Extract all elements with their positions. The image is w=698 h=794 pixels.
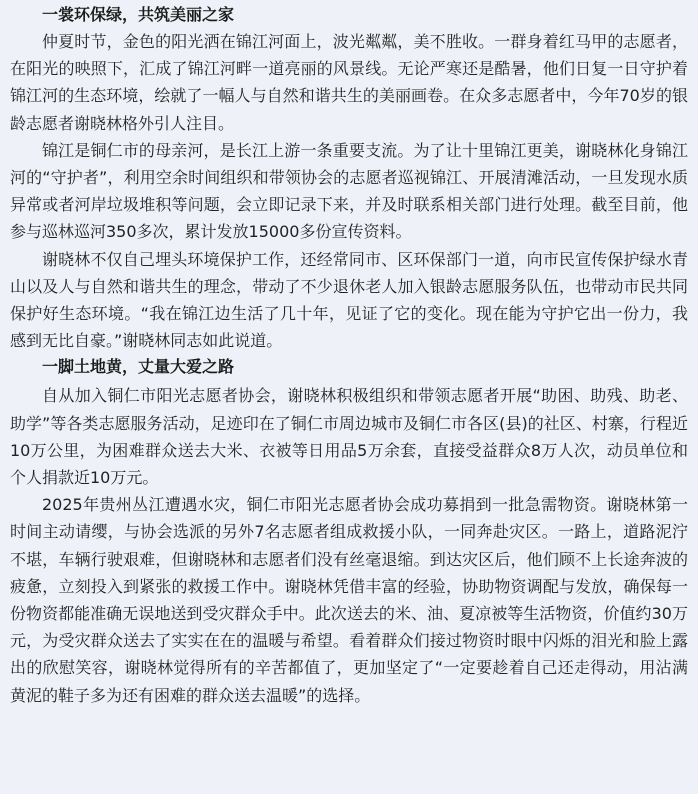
paragraph-5-flood-relief: 2025年贵州丛江遭遇水灾，铜仁市阳光志愿者协会成功募捐到一批急需物资。谢晓林第一时间主动请缨，与协会选派的另外7名志愿者组成救援小队，一同奔赴灾区。一路上，道路泥泞不堪，车辆行驶艰难，但谢晓林和志愿者们没有丝毫退缩。到达灾区后，他们顾不上长途奔波的疲惫，立刻投入到紧张的救援工作中。谢晓林凭借丰富的经验，协助物资调配与发放，确保每一份物资都能准确无误地送到受灾群众手中。此次送去的米、油、夏凉被等生活物资，价值约30万元，为受灾群众送去了实实在在的温暖与希望。看着群众们接过物资时眼中闪烁的泪光和脸上露出的欣慰笑容，谢晓林觉得所有的辛苦都值了，更加坚定了“一定要趁着自己还走得动，用沾满黄泥的鞋子多为还有困难的群众送去温暖”的选择。 — [10, 495, 688, 705]
paragraph-1-summer-volunteers: 仲夏时节，金色的阳光洒在锦江河面上，波光粼粼，美不胜收。一群身着红马甲的志愿者，在阳光的映照下，汇成了锦江河畔一道亮丽的风景线。无论严寒还是酷暑，他们日复一日守护着锦江河的生态环境，绘就了一幅人与自然和谐共生的美丽画卷。在众多志愿者中，今年70岁的银龄志愿者谢晓林格外引人注目。 — [10, 32, 688, 133]
paragraph-2-jinjiang-guardian: 锦江是铜仁市的母亲河，是长江上游一条重要支流。为了让十里锦江更美，谢晓林化身锦江河的“守护者”，利用空余时间组织和带领协会的志愿者巡视锦江、开展清滩活动，一旦发现水质异常或者河岸垃圾堆积等问题，会立即记录下来，并及时联系相关部门进行处理。截至目前，他参与巡林巡河350多次，累计发放15000多份宣传资料。 — [10, 140, 688, 242]
section-heading-environment: 一裳环保绿，共筑美丽之家 — [42, 5, 235, 24]
section-heading-charity: 一脚土地黄，丈量大爱之路 — [42, 357, 235, 377]
paragraph-4-volunteer-services: 自从加入铜仁市阳光志愿者协会，谢晓林积极组织和带领志愿者开展“助困、助残、助老、助学”等各类志愿服务活动，足迹印在了铜仁市周边城市及铜仁市各区(县)的社区、村寨，行程近10万公里，为困难群众送去大米、衣被等日用品5万余套，直接受益群众8万人次，动员单位和个人捐款近10万元。 — [10, 386, 688, 488]
paragraph-3-environment-promotion: 谢晓林不仅自己埋头环境保护工作，还经常同市、区环保部门一道，向市民宣传保护绿水青山以及人与自然和谐共生的理念，带动了不少退休老人加入银龄志愿服务队伍，也带动市民共同保护好生态环境。“我在锦江边生活了几十年，见证了它的变化。现在能为守护它出一份力，我感到无比自豪。”谢晓林同志如此说道。 — [10, 249, 688, 351]
